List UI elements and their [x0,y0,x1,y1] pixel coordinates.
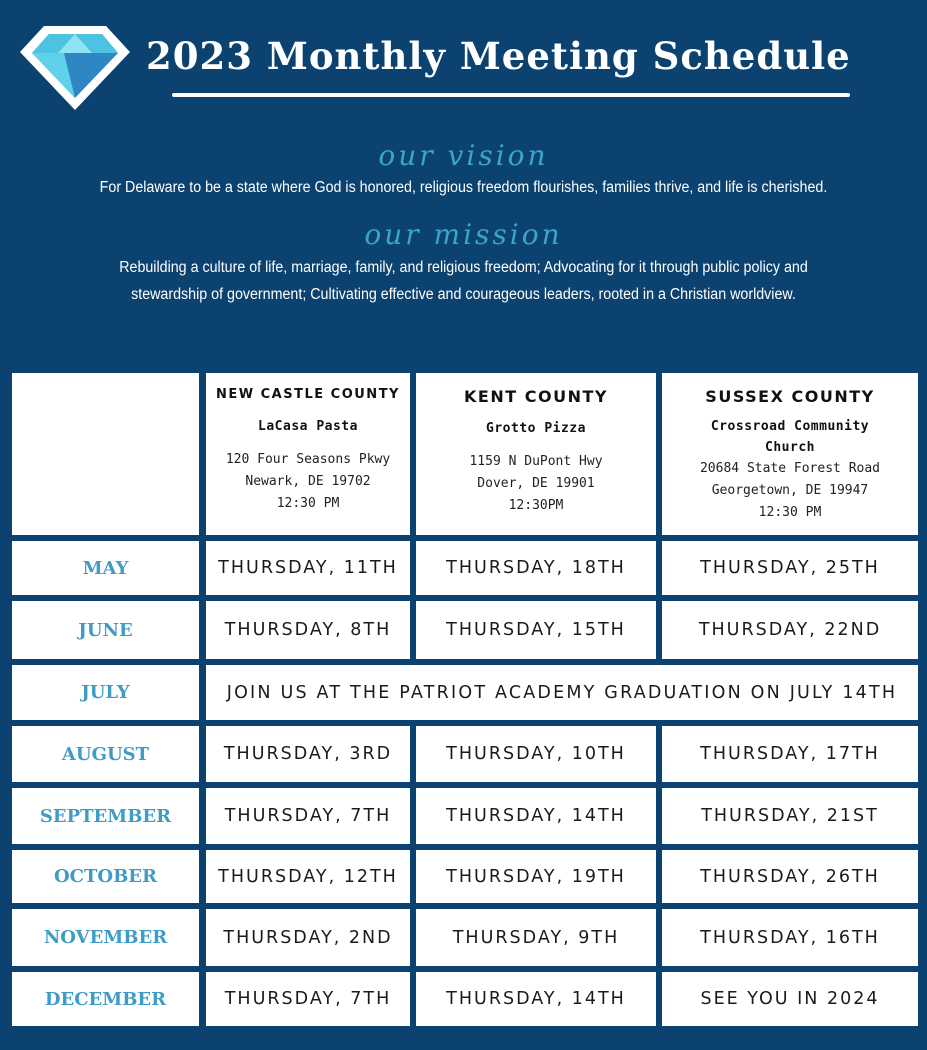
meeting-date: THURSDAY, 7TH [224,806,392,826]
meeting-date: THURSDAY, 7TH [224,989,392,1009]
address-street: 1159 N DuPont Hwy [469,454,603,469]
july-note: JOIN US AT THE PATRIOT ACADEMY GRADUATION ON JULY 14TH [226,682,898,703]
month-cell-october [12,850,199,903]
title-underline [172,93,850,97]
month-label: MAY [82,557,129,579]
venue-new-castle [206,373,410,535]
venue-kent [416,373,656,535]
meeting-date: THURSDAY, 3RD [223,744,393,764]
meeting-date: THURSDAY, 22ND [698,620,882,640]
mission-line-2: stewardship of government; Cultivating effective and courageous leaders, rooted in a Christian worldview. [131,286,796,303]
meeting-date: THURSDAY, 12TH [218,866,398,887]
meeting-date: THURSDAY, 11TH [218,558,398,578]
venue-name-line-2: Church [765,440,815,455]
date-cell [416,788,656,844]
month-cell-september [12,788,199,844]
address-city: Dover, DE 19901 [477,476,595,491]
venue-address [700,458,880,524]
date-cell [662,541,918,595]
meeting-date: THURSDAY, 21ST [701,806,879,826]
address-city: Georgetown, DE 19947 [711,483,869,498]
venue-name [711,416,869,458]
meeting-date: THURSDAY, 15TH [446,620,626,640]
county-name: KENT COUNTY [464,387,608,406]
meeting-date: THURSDAY, 10TH [446,744,626,764]
meeting-date: THURSDAY, 25TH [700,558,880,578]
month-label: JUNE [78,619,133,641]
month-label: SEPTEMBER [39,805,172,827]
venue-name-line-1: Crossroad Community [710,419,870,434]
date-cell [416,909,656,966]
month-cell-july [12,665,199,720]
venue-address [226,449,390,515]
month-cell-june [12,601,199,659]
table-corner-cell [12,373,199,535]
month-label: JULY [81,682,130,703]
date-cell [206,972,410,1026]
month-cell-may [12,541,199,595]
date-cell [206,541,410,595]
month-cell-august [12,726,199,782]
meeting-time: 12:30 PM [758,505,822,520]
county-name: SUSSEX COUNTY [705,387,875,406]
month-cell-november [12,909,199,966]
date-cell [662,972,918,1026]
july-note-cell [206,665,918,720]
mission-statement [55,254,871,308]
meeting-time: 12:30 PM [276,496,340,511]
meeting-date: THURSDAY, 26TH [700,866,880,887]
venue-name: Grotto Pizza [486,421,586,436]
month-label: DECEMBER [44,988,167,1010]
date-cell [662,726,918,782]
venue-address [469,451,602,517]
vision-heading: our vision [378,139,549,172]
date-cell [206,726,410,782]
county-name: NEW CASTLE COUNTY [216,387,400,402]
meeting-date: SEE YOU IN 2024 [700,989,880,1009]
date-cell [206,601,410,659]
date-cell [206,909,410,966]
date-cell [206,850,410,903]
month-label: AUGUST [61,743,150,765]
date-cell [206,788,410,844]
date-cell [662,909,918,966]
date-cell [416,541,656,595]
meeting-date: THURSDAY, 17TH [700,744,880,764]
meeting-date: THURSDAY, 9TH [452,927,620,948]
diamond-icon [16,22,134,114]
meeting-date: THURSDAY, 16TH [700,927,880,948]
date-cell [416,972,656,1026]
date-cell [662,601,918,659]
page-title: 2023 Monthly Meeting Schedule [146,34,851,78]
month-label: NOVEMBER [43,927,168,948]
venue-name: LaCasa Pasta [258,419,358,434]
meeting-time: 12:30PM [508,498,564,513]
mission-heading: our mission [364,218,563,251]
month-label: OCTOBER [54,866,157,887]
vision-statement: For Delaware to be a state where God is honored, religious freedom flourishes, families thrive, and life is cherished. [99,179,828,196]
meeting-date: THURSDAY, 14TH [446,989,626,1009]
month-cell-december [12,972,199,1026]
meeting-date: THURSDAY, 19TH [446,866,626,887]
address-city: Newark, DE 19702 [245,474,371,489]
date-cell [416,601,656,659]
date-cell [416,850,656,903]
date-cell [416,726,656,782]
mission-line-1: Rebuilding a culture of life, marriage, family, and religious freedom; Advocating for it through public policy and [119,259,808,276]
meeting-date: THURSDAY, 18TH [446,558,626,578]
address-street: 20684 State Forest Road [699,461,880,476]
date-cell [662,788,918,844]
date-cell [662,850,918,903]
venue-sussex [662,373,918,535]
meeting-date: THURSDAY, 14TH [446,806,626,826]
address-street: 120 Four Seasons Pkwy [225,452,391,467]
meeting-date: THURSDAY, 8TH [224,620,392,640]
meeting-date: THURSDAY, 2ND [223,927,393,948]
